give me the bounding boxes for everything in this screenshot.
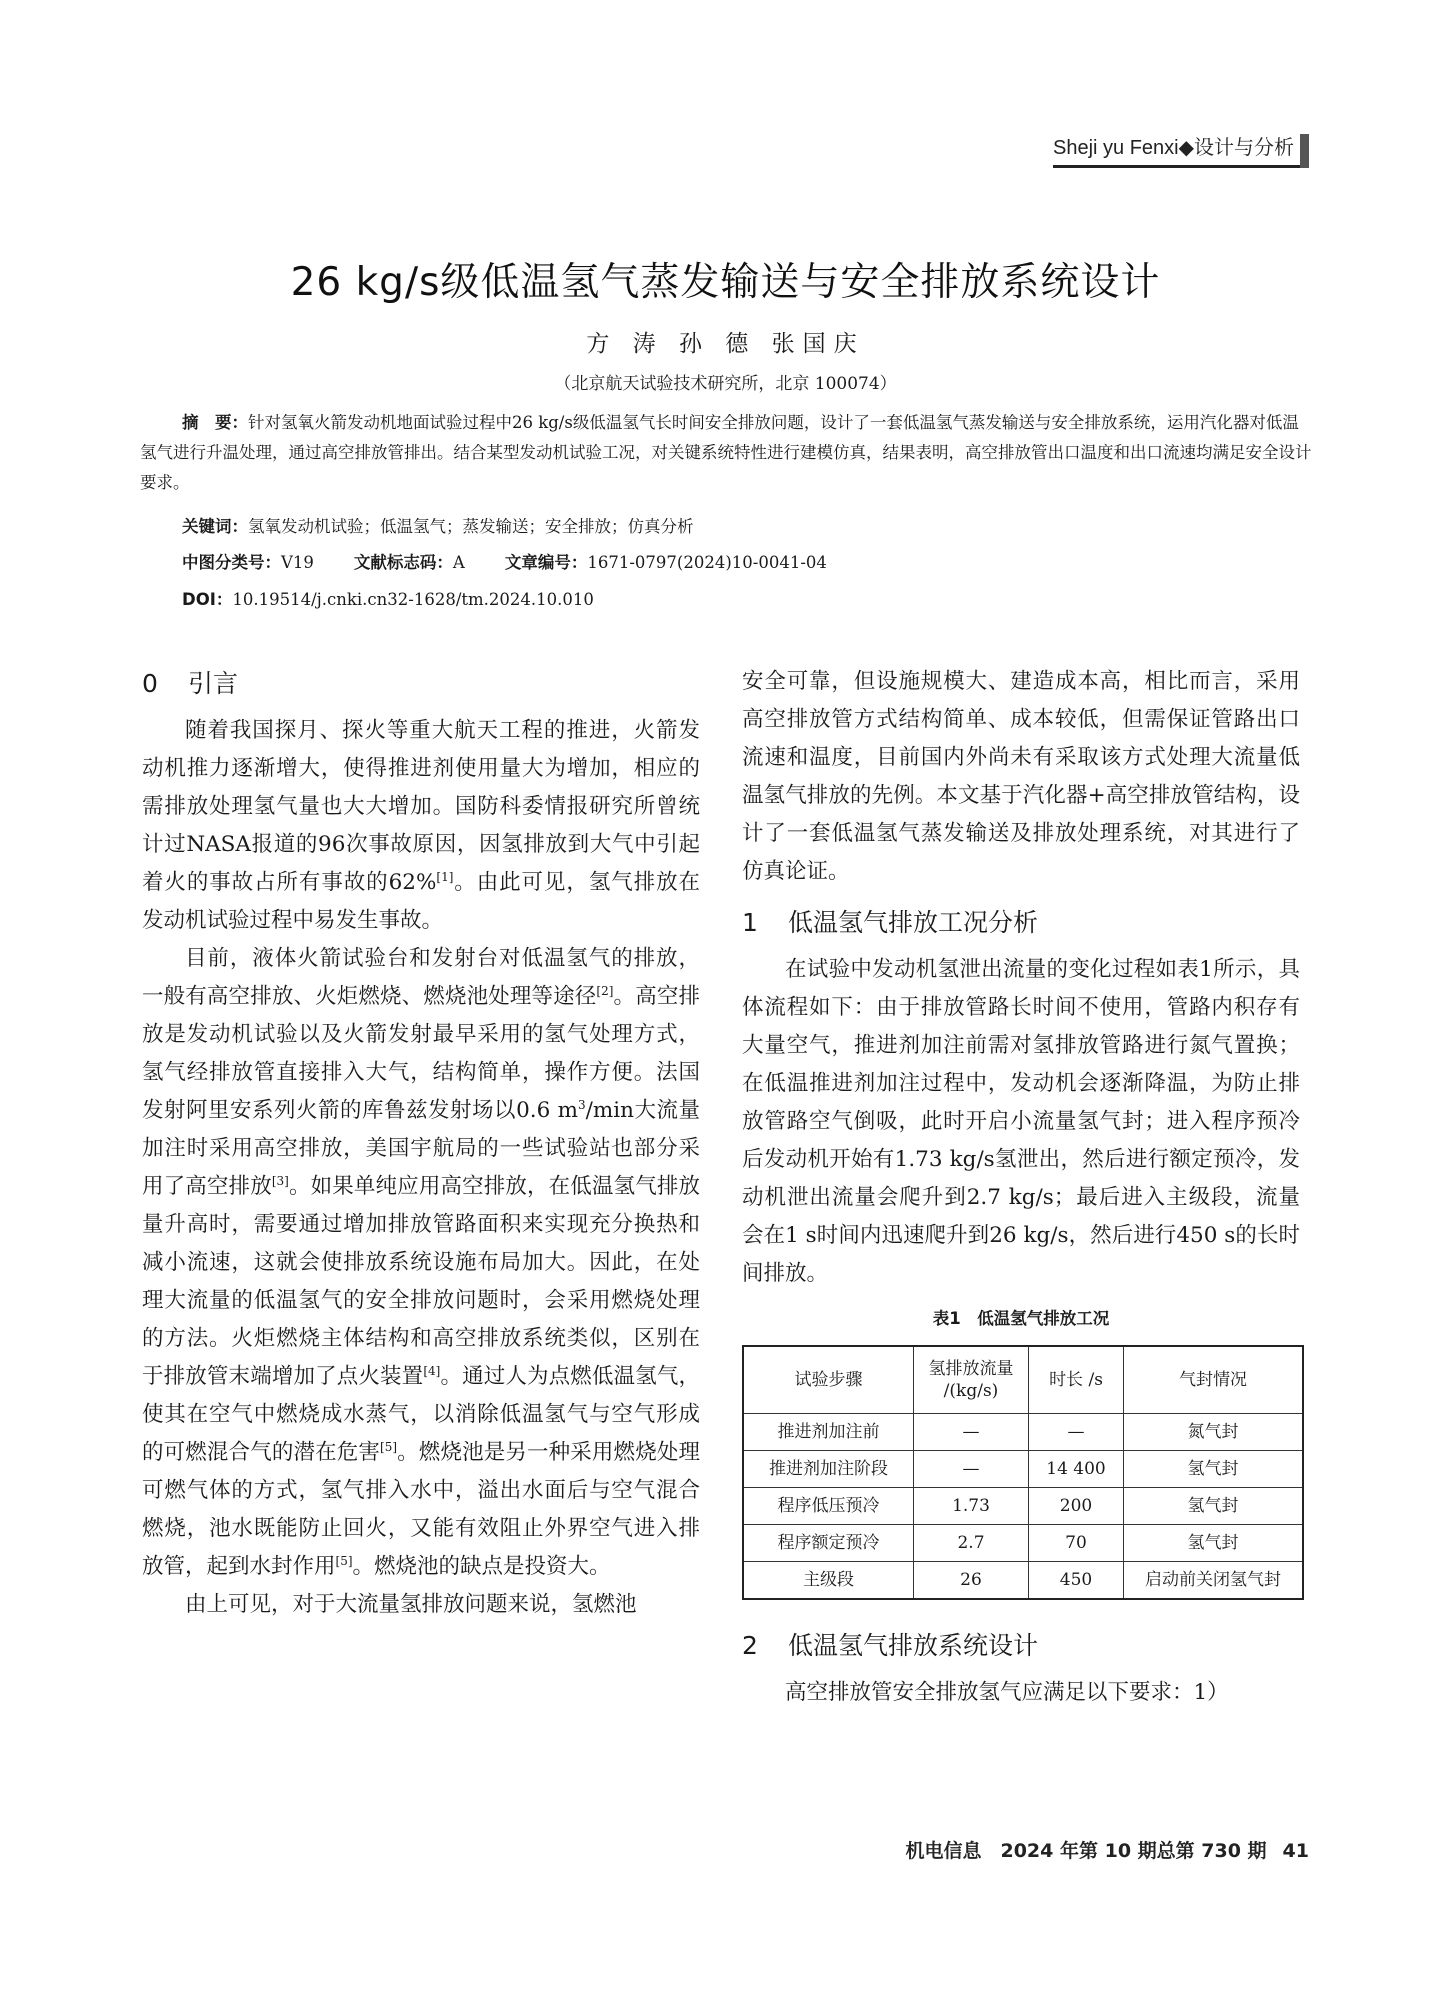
page-number: 41 — [1282, 1840, 1309, 1862]
table-row: 主级段 26 450 启动前关闭氢气封 — [743, 1562, 1303, 1600]
paragraph-intro-3: 由上可见，对于大流量氢排放问题来说，氢燃池 — [185, 1592, 637, 1617]
table-header-cell: 时长 /s — [1029, 1346, 1124, 1414]
abstract — [140, 408, 1312, 498]
section-1-heading: 1 低温氢气排放工况分析 — [742, 908, 1039, 937]
table-row: 推进剂加注前 — — 氮气封 — [743, 1414, 1303, 1451]
right-column — [742, 663, 1300, 1712]
article-value: 1671-0797(2024)10-0041-04 — [587, 553, 827, 572]
table-header-cell: 氢排放流量 /(kg/s) — [914, 1346, 1029, 1414]
left-column — [142, 660, 700, 1624]
abstract-label: 摘 要： — [182, 413, 248, 432]
table-row: 推进剂加注阶段 — 14 400 氢气封 — [743, 1451, 1303, 1488]
doccode-value: A — [452, 553, 465, 572]
table-caption: 表1 低温氢气排放工况 — [932, 1309, 1110, 1328]
table-row: 程序低压预冷 1.73 200 氢气封 — [743, 1488, 1303, 1525]
paragraph-section-1: 在试验中发动机氢泄出流量的变化过程如表1所示，具体流程如下：由于排放管路长时间不使用，管路内积存有大量空气，推进剂加注前需对氢排放管路进行氮气置换；在低温推进剂加注过程中，发动机会逐渐降温，为防止排放管路空气倒吸，此时开启小流量氢气封；进入程序预冷后发动机开始有1.73 kg/s氢泄出，然后进行额定预冷，发动机泄出流量会爬升到2.7 kg/s；最后进入主级段，流量会在1 s时间内迅速爬升到26 kg/s，然后进行450 s的长时间排放。 — [742, 957, 1300, 1286]
paragraph-intro-cont: 安全可靠，但设施规模大、建造成本高，相比而言，采用高空排放管方式结构简单、成本较低，但需保证管路出口流速和温度，目前国内外尚未有采取该方式处理大流量低温氢气排放的先例。本文基于汽化器+高空排放管结构，设计了一套低温氢气蒸发输送及排放处理系统，对其进行了仿真论证。 — [742, 669, 1300, 884]
table-1 — [742, 1345, 1304, 1600]
table-header-cell: 气封情况 — [1124, 1346, 1304, 1414]
table-header-cell: 试验步骤 — [743, 1346, 914, 1414]
doi-line — [140, 585, 1354, 615]
affiliation: （北京航天试验技术研究所，北京 100074） — [554, 374, 897, 394]
ref-1: [1] — [436, 869, 454, 884]
keywords — [140, 512, 1354, 542]
classification-line — [140, 548, 1354, 578]
running-header-bar — [1300, 134, 1309, 168]
paragraph-intro-1: 随着我国探月、探火等重大航天工程的推进，火箭发动机推力逐渐增大，使得推进剂使用量大为增加，相应的需排放处理氢气量也大大增加。国防科委情报研究所曾统计过NASA报道的96次事故原因，因氢排放到大气中引起着火的事故占所有事故的62%[1]。由此可见，氢气排放在发动机试验过程中易发生事故。 — [142, 718, 700, 933]
abstract-text: 针对氢氧火箭发动机地面试验过程中26 kg/s级低温氢气长时间安全排放问题，设计了一套低温氢气蒸发输送与安全排放系统，运用汽化器对低温氢气进行升温处理，通过高空排放管排出。结合某型发动机试验工况，对关键系统特性进行建模仿真，结果表明，高空排放管出口温度和出口流速均满足安全设计要求。 — [140, 413, 1312, 492]
clc-label: 中图分类号： — [182, 553, 281, 572]
running-header — [1053, 134, 1309, 168]
doi-value: 10.19514/j.cnki.cn32-1628/tm.2024.10.010 — [232, 590, 594, 609]
doccode-label: 文献标志码： — [353, 553, 453, 572]
section-0-heading: 0 引言 — [142, 669, 239, 698]
keywords-label: 关键词： — [182, 517, 248, 536]
paragraph-section-2: 高空排放管安全排放氢气应满足以下要求：1） — [785, 1680, 1229, 1705]
doi-label: DOI： — [182, 590, 233, 609]
authors: 方 涛 孙 德 张国庆 — [586, 331, 865, 357]
running-header-text: Sheji yu Fenxi◆设计与分析 — [1053, 135, 1300, 168]
section-2-heading: 2 低温氢气排放系统设计 — [742, 1631, 1039, 1660]
clc-value: V19 — [281, 553, 314, 572]
paragraph-intro-2: 目前，液体火箭试验台和发射台对低温氢气的排放，一般有高空排放、火炬燃烧、燃烧池处理等途径[2]。高空排放是发动机试验以及火箭发射最早采用的氢气处理方式，氢气经排放管直接排入大气，结构简单，操作方便。法国发射阿里安系列火箭的库鲁兹发射场以0.6 $m^3/\min$大流量加注时采用高空排放，美国宇航局的一些试验站也部分采用了高空排放[3]。如果单纯应用高空排放，在低温氢气排放量升高时，需要通过增加排放管路面积来实现充分换热和减小流速，这就会使排放系统设施布局加大。因此，在处理大流量的低温氢气的安全排放问题时，会采用燃烧处理的方法。火炬燃烧主体结构和高空排放系统类似，区别在于排放管末端增加了点火装置[4]。通过人为点燃低温氢气，使其在空气中燃烧成水蒸气，以消除低温氢气与空气形成的可燃混合气的潜在危害[5]。燃烧池是另一种采用燃烧处理可燃气体的方式，氢气排入水中，溢出水面后与空气混合燃烧，池水既能防止回火，又能有效阻止外界空气进入排放管，起到水封作用[5]。燃烧池的缺点是投资大。 — [142, 946, 700, 1579]
keywords-text: 氢氧发动机试验；低温氢气；蒸发输送；安全排放；仿真分析 — [248, 517, 694, 536]
journal-info: 机电信息 2024 年第 10 期总第 730 期 — [905, 1840, 1267, 1862]
paper-title: 26 kg/s级低温氢气蒸发输送与安全排放系统设计 — [290, 260, 1161, 305]
article-label: 文章编号： — [504, 553, 588, 572]
table-row: 程序额定预冷 2.7 70 氢气封 — [743, 1525, 1303, 1562]
page-footer — [905, 1836, 1309, 1863]
